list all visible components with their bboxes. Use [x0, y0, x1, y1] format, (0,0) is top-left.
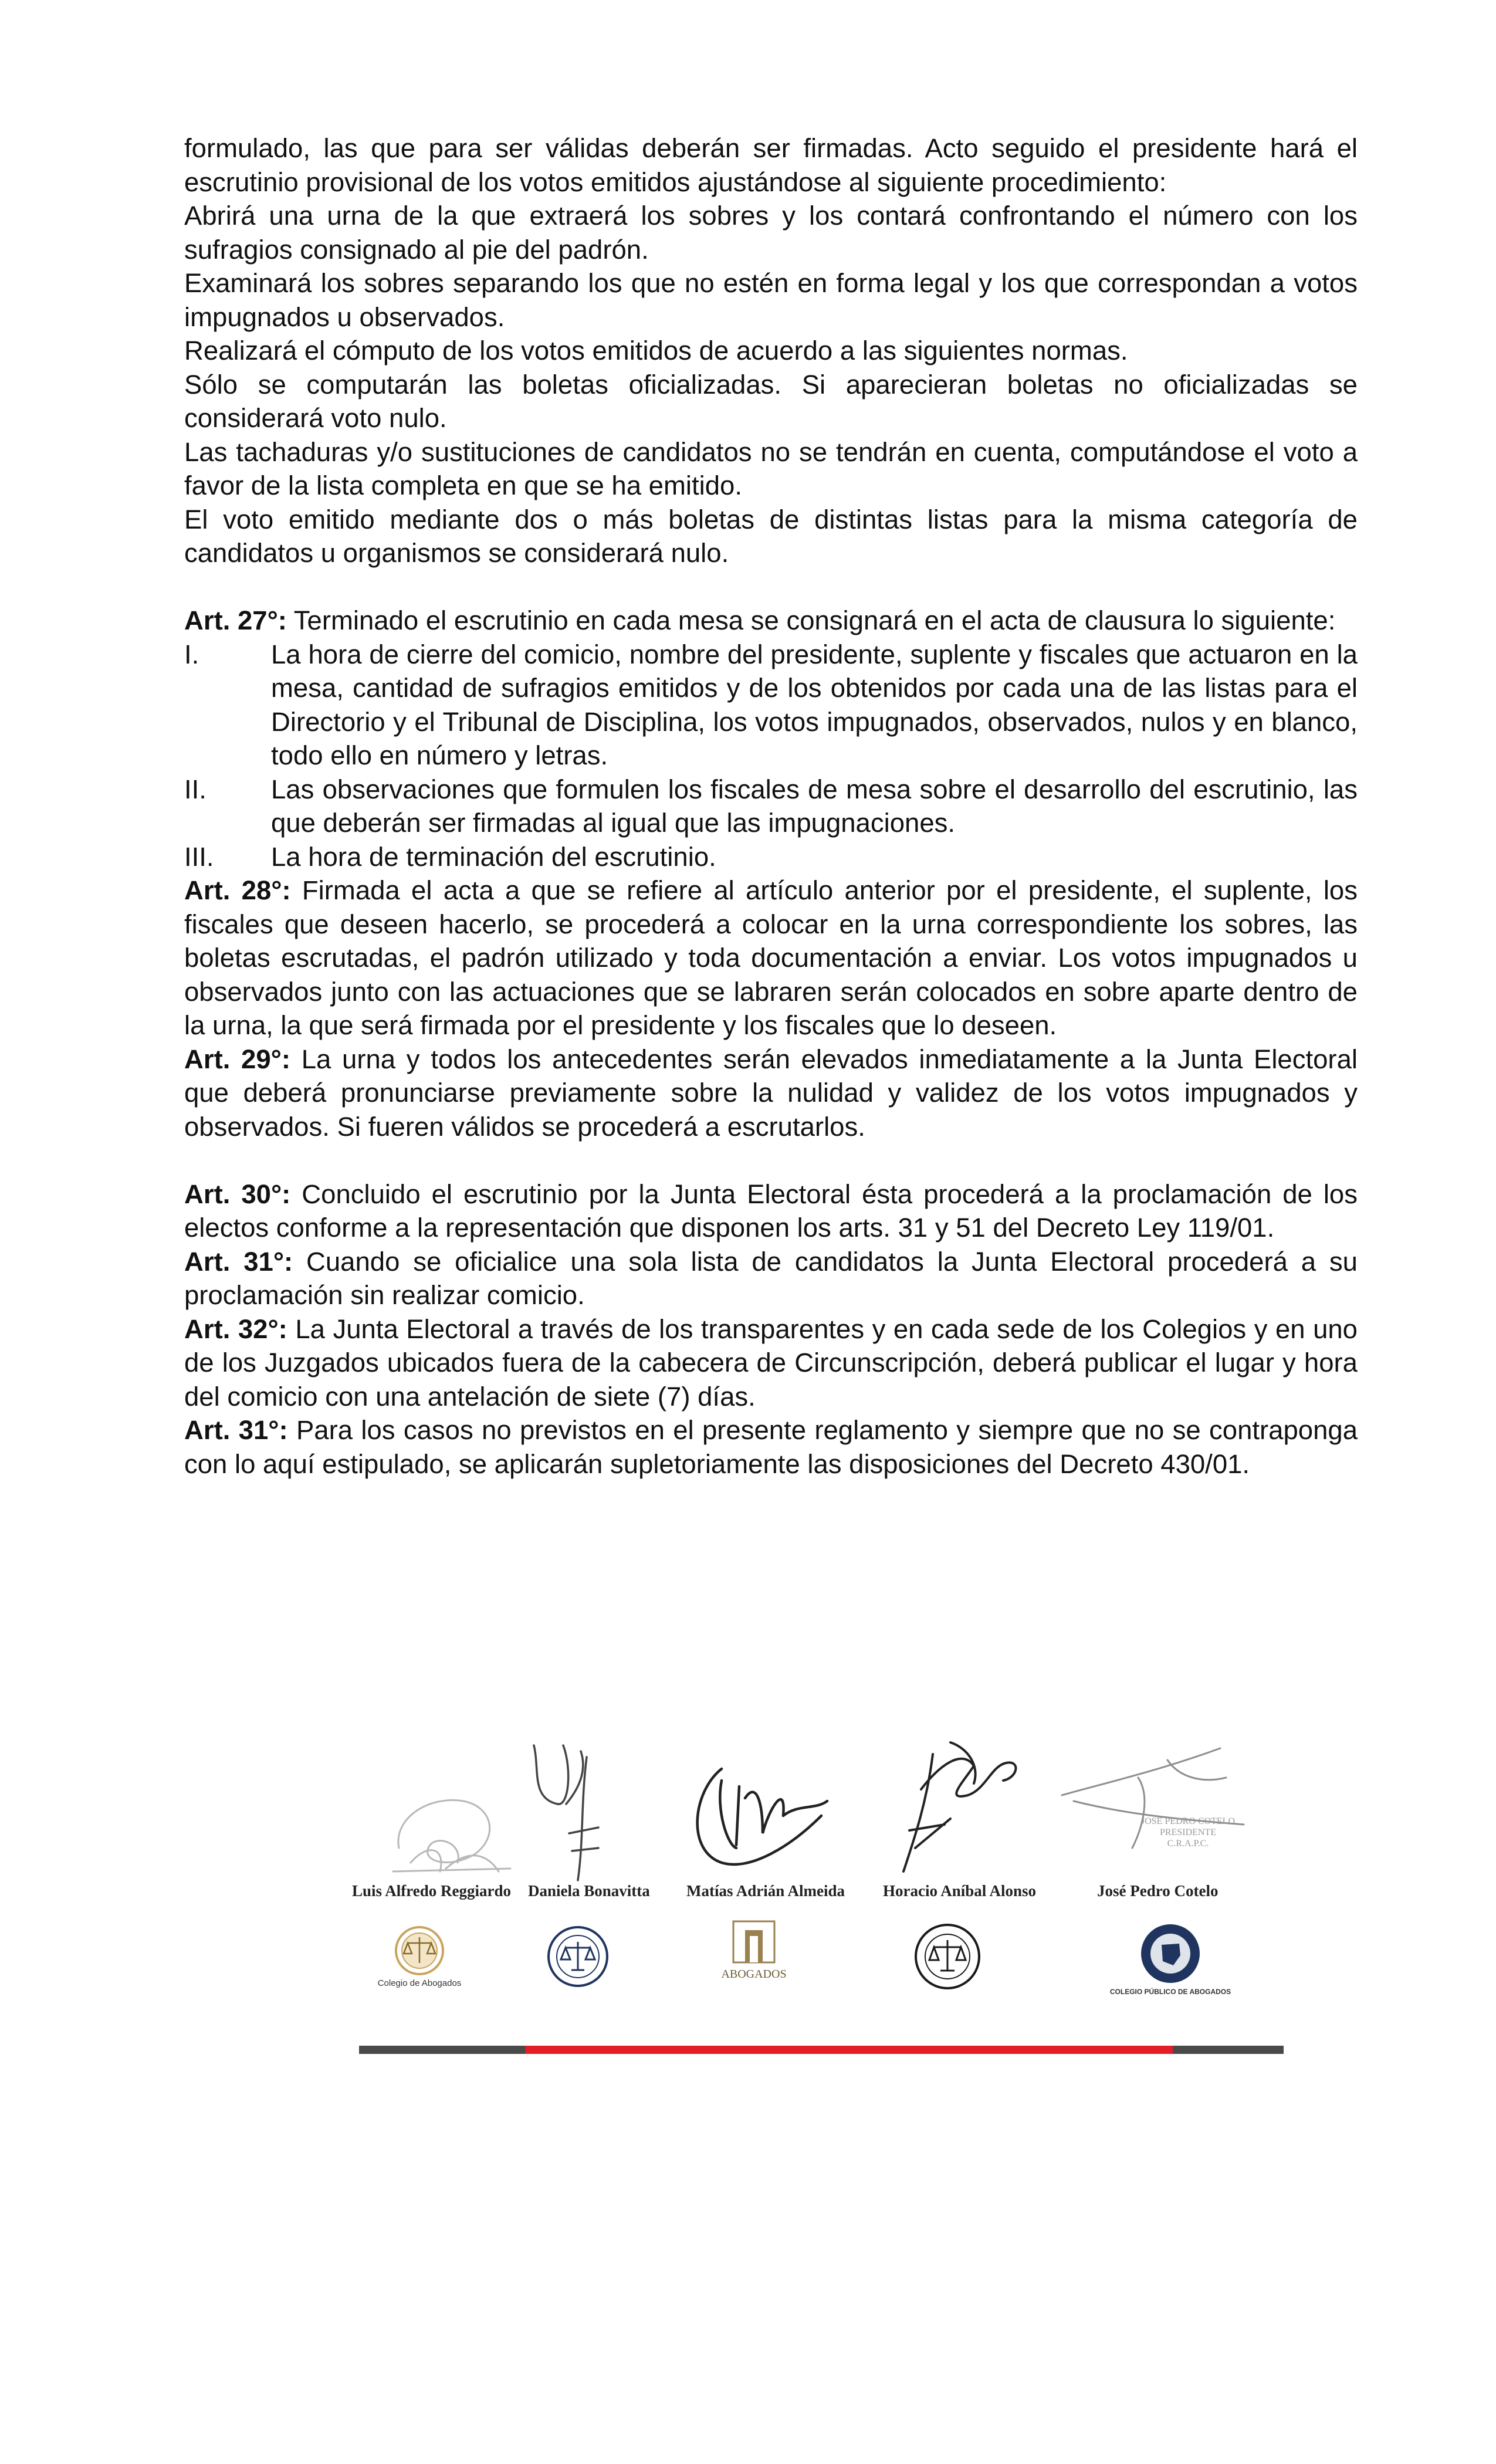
signatory-name: Matías Adrián Almeida: [686, 1882, 845, 1900]
list-item: [184, 638, 1358, 773]
intro-paragraph: Realizará el cómputo de los votos emitidos de acuerdo a las siguientes normas.: [184, 336, 1128, 365]
signature-block: [352, 1725, 1279, 2053]
article-text: Firmada el acta a que se refiere al artículo anterior por el presidente, el suplente, los fiscales que deseen hacerlo, se procederá a colocar en la urna correspondiente los sobres, las boletas escrutadas, el padrón utilizado y toda documentación a enviar. Los votos impugnados u observados junto con las actuaciones que se labraren serán colocados en sobre aparte dentro de la urna, la que será firmada por el presidente y los fiscales que lo deseen.: [184, 875, 1358, 1040]
list-item-text: La hora de cierre del comicio, nombre del presidente, suplente y fiscales que actuaron en la mesa, cantidad de sufragios emitidos y de los obtenidos por cada una de las listas para el Directorio y el Tribunal de Disciplina, los votos impugnados, observados, nulos y en blanco, todo ello en número y letras.: [271, 639, 1358, 770]
colegio-publico-logo: [1138, 1921, 1203, 1986]
article-30: [184, 1177, 1358, 1245]
article-29: [184, 1043, 1358, 1144]
seal-logo-justice: [912, 1921, 983, 1992]
signatory-name: Horacio Aníbal Alonso: [883, 1882, 1037, 1900]
stamp-line: C.R.A.P.C.: [1167, 1839, 1209, 1849]
intro-paragraph: El voto emitido mediante dos o más boletas de distintas listas para la misma categoría de candidatos u organismos se considerará nulo.: [184, 504, 1358, 568]
signatory-name: Luis Alfredo Reggiardo: [352, 1882, 512, 1900]
article-label: Art. 28°:: [184, 875, 291, 905]
signature-cotelo: [1050, 1725, 1273, 1871]
list-item: [184, 773, 1358, 840]
article-text: La urna y todos los antecedentes serán elevados inmediatamente a la Junta Electoral que deberá pronunciarse previamente sobre la nulidad y validez de los votos impugnados y observados. Si fueren válidos se procederá a escrutarlos.: [184, 1044, 1358, 1142]
article-31: [184, 1245, 1358, 1312]
document-body: [184, 131, 1358, 1481]
article-label: Art. 31°:: [184, 1415, 288, 1445]
intro-paragraph: Examinará los sobres separando los que no estén en forma legal y los que correspondan a votos impugnados u observados.: [184, 268, 1358, 332]
article-text: Para los casos no previstos en el presente reglamento y siempre que no se contraponga con lo aquí estipulado, se aplicarán supletoriamente las disposiciones del Decreto 430/01.: [184, 1415, 1358, 1479]
signature-bonavitta: [522, 1734, 616, 1886]
article-label: Art. 29°:: [184, 1044, 291, 1074]
official-stamp: [1126, 1816, 1250, 1849]
paragraph-gap: [184, 1143, 1358, 1177]
list-item-text: Las observaciones que formulen los fiscales de mesa sobre el desarrollo del escrutinio, las que deberán ser firmadas al igual que las impugnaciones.: [271, 774, 1358, 838]
article-label: Art. 32°:: [184, 1314, 287, 1344]
footer-color-bar: [359, 2046, 1284, 2054]
article-28: [184, 874, 1358, 1043]
article-label: Art. 27°:: [184, 605, 287, 635]
article-label: Art. 31°:: [184, 1246, 293, 1277]
article-27: [184, 604, 1358, 638]
article-text: Terminado el escrutinio en cada mesa se consignará en el acta de clausura lo siguiente:: [286, 605, 1336, 635]
paragraph-gap: [184, 570, 1358, 604]
list-item: [184, 840, 1358, 874]
list-item-text: La hora de terminación del escrutinio.: [271, 841, 716, 872]
article-text: Cuando se oficialice una sola lista de candidatos la Junta Electoral procederá a su proclamación sin realizar comicio.: [184, 1246, 1358, 1310]
signature-almeida: [681, 1745, 845, 1880]
signature-alonso: [880, 1731, 1033, 1877]
article-text: La Junta Electoral a través de los transparentes y en cada sede de los Colegios y en uno de los Juzgados ubicados fuera de la cabecera de Circunscripción, deberá publicar el lugar y hora del comicio con una antelación de siete (7) días.: [184, 1314, 1358, 1412]
intro-paragraph: formulado, las que para ser válidas deberán ser firmadas. Acto seguido el presidente hará el escrutinio provisional de los votos emitidos ajustándose al siguiente procedimiento:: [184, 133, 1358, 197]
logo-caption: COLEGIO PÚBLICO DE ABOGADOS: [1109, 1988, 1231, 1996]
signatory-name: José Pedro Cotelo: [1097, 1882, 1219, 1900]
roman-numeral: II.: [184, 774, 207, 804]
intro-paragraph: Sólo se computarán las boletas oficializadas. Si aparecieran boletas no oficializadas se considerará voto nulo.: [184, 369, 1358, 433]
colegio-abogados-logo: [387, 1924, 452, 1977]
logo-caption: Colegio de Abogados: [377, 1978, 462, 1988]
intro-paragraph: Abrirá una urna de la que extraerá los sobres y los contará confrontando el número con los sufragios consignado al pie del padrón.: [184, 201, 1358, 265]
signatory-name: Daniela Bonavitta: [528, 1882, 650, 1900]
signature-reggiardo: [375, 1760, 522, 1883]
article-text: Concluido el escrutinio por la Junta Electoral ésta procederá a la proclamación de los electos conforme a la representación que disponen los arts. 31 y 51 del Decreto Ley 119/01.: [184, 1179, 1358, 1243]
roman-numeral: I.: [184, 639, 199, 669]
article-32: [184, 1312, 1358, 1414]
seal-logo-scales: [546, 1924, 610, 1989]
stamp-line: PRESIDENTE: [1160, 1827, 1216, 1837]
roman-numeral: III.: [184, 841, 214, 872]
intro-paragraph: Las tachaduras y/o sustituciones de candidatos no se tendrán en cuenta, computándose el voto a favor de la lista completa en que se ha emitido.: [184, 436, 1358, 500]
abogados-building-logo: [727, 1918, 780, 1965]
article-31-final: [184, 1413, 1358, 1481]
logo-caption: ABOGADOS: [721, 1968, 787, 1981]
article-label: Art. 30°:: [184, 1179, 291, 1209]
stamp-line: JOSÉ PEDRO COTELO: [1140, 1816, 1235, 1826]
